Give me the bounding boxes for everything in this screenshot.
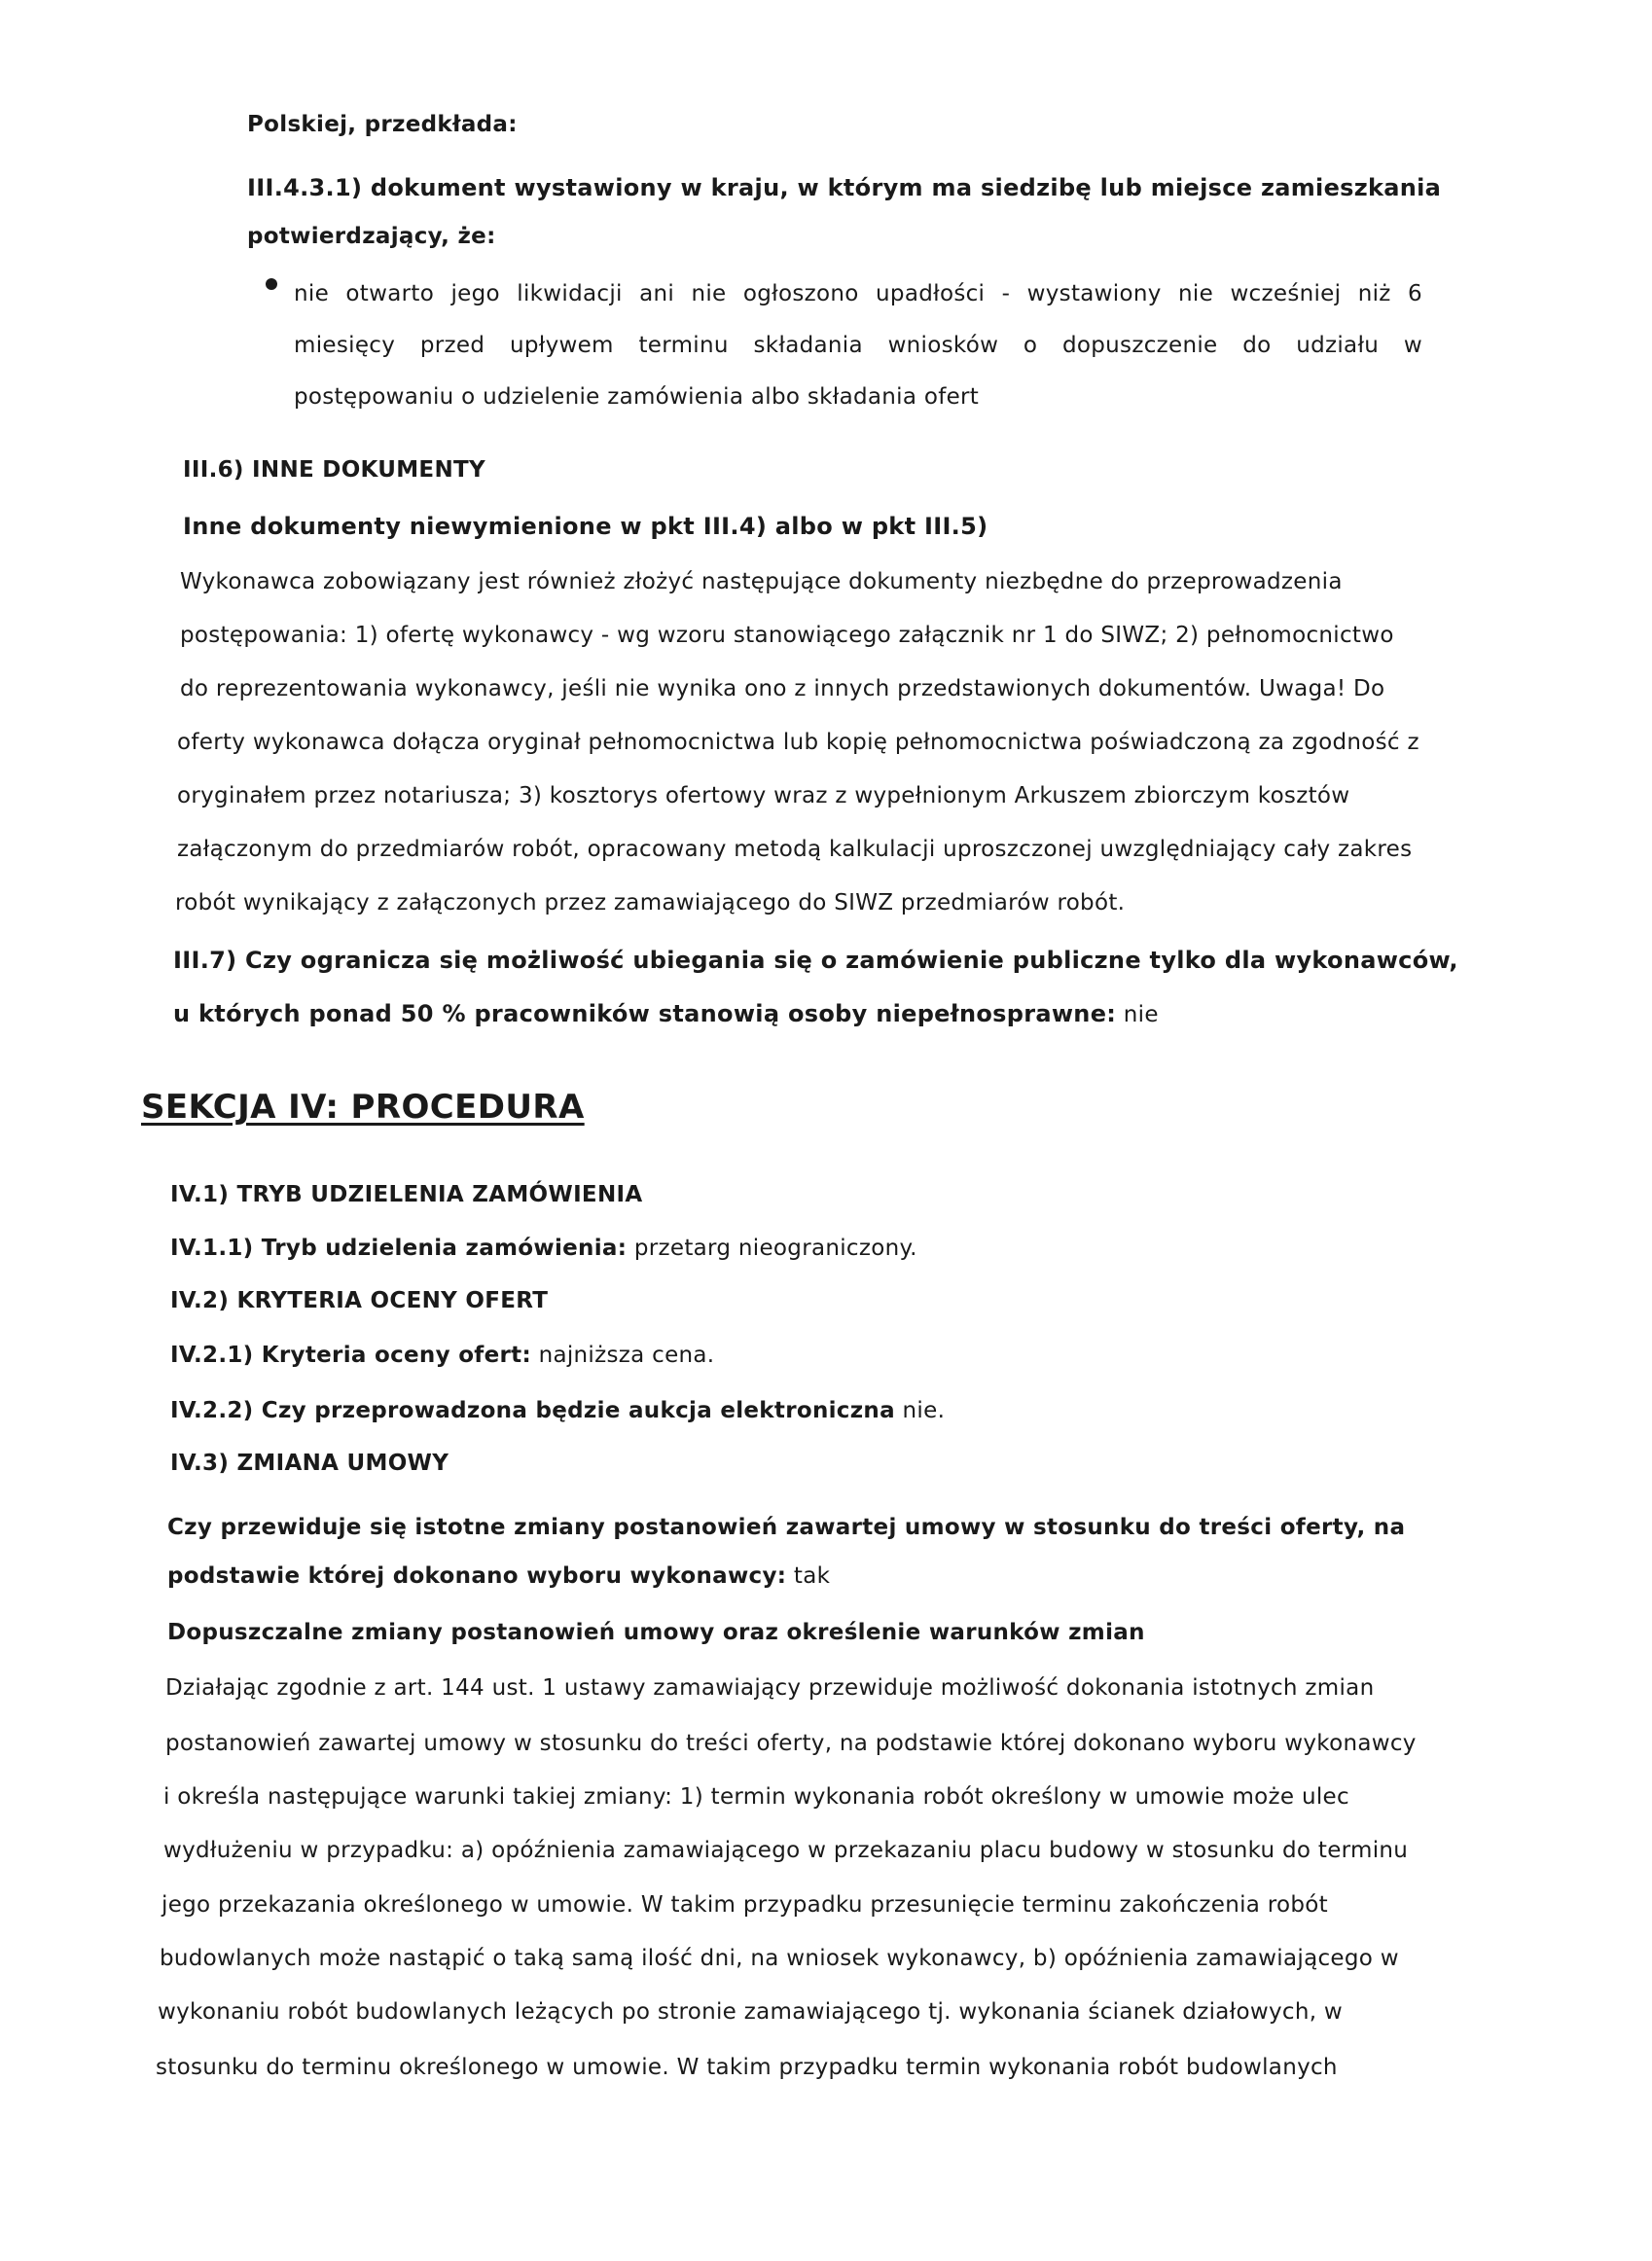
iv3-answer: tak	[793, 1563, 831, 1589]
iv21-value: najniższa cena.	[538, 1343, 715, 1368]
section-iv-title: SEKCJA IV: PROCEDURA	[141, 1088, 585, 1127]
iv3-heading: IV.3) ZMIANA UMOWY	[170, 1451, 449, 1476]
iv22-label: IV.2.2) Czy przeprowadzona będzie aukcja elektroniczna	[170, 1398, 895, 1423]
iv21-line	[170, 1341, 714, 1370]
bullet-text-line: nie otwarto jego likwidacji ani nie ogłoszono upadłości - wystawiony nie wcześniej niż 6	[294, 281, 1422, 306]
iii6-text-line: Wykonawca zobowiązany jest również złożyć następujące dokumenty niezbędne do przeprowadzenia	[180, 569, 1343, 594]
iv3-text-line: wykonaniu robót budowlanych leżących po stronie zamawiającego tj. wykonania ścianek działowych, w	[158, 1999, 1344, 2025]
iv3-text-line: Działając zgodnie z art. 144 ust. 1 ustawy zamawiający przewiduje możliwość dokonania istotnych zmian	[165, 1675, 1375, 1701]
iii6-text-line: postępowania: 1) ofertę wykonawcy - wg wzoru stanowiącego załącznik nr 1 do SIWZ; 2) pełnomocnictwo	[180, 623, 1394, 648]
intro-line: Polskiej, przedkłada:	[247, 112, 518, 137]
iii6-heading: III.6) INNE DOKUMENTY	[183, 457, 485, 483]
iv3-text-line: budowlanych może nastąpić o taką samą ilość dni, na wniosek wykonawcy, b) opóźnienia zamawiającego w	[160, 1946, 1399, 1971]
iv3-text-line: jego przekazania określonego w umowie. W takim przypadku przesunięcie terminu zakończenia robót	[162, 1892, 1328, 1918]
iv22-value: nie.	[902, 1398, 946, 1423]
iv3-text-line: postanowień zawartej umowy w stosunku do treści oferty, na podstawie której dokonano wyboru wykonawcy	[165, 1731, 1417, 1756]
iv3-subheading: Dopuszczalne zmiany postanowień umowy oraz określenie warunków zmian	[167, 1620, 1145, 1645]
bullet-icon	[266, 278, 277, 290]
iv3-text-line: stosunku do terminu określonego w umowie. W takim przypadku termin wykonania robót budowlanych	[156, 2055, 1338, 2080]
iv3-text-line: i określa następujące warunki takiej zmiany: 1) termin wykonania robót określony w umowie może ulec	[163, 1784, 1349, 1810]
iv11-label: IV.1.1) Tryb udzielenia zamówienia:	[170, 1236, 628, 1261]
iv3-text-line: wydłużeniu w przypadku: a) opóźnienia zamawiającego w przekazaniu placu budowy w stosunku do terminu	[163, 1838, 1409, 1863]
iii7-answer: nie	[1123, 1002, 1159, 1027]
iii431-heading-cont: potwierdzający, że:	[247, 224, 496, 249]
iv2-heading: IV.2) KRYTERIA OCENY OFERT	[170, 1288, 549, 1313]
iii431-heading: III.4.3.1) dokument wystawiony w kraju, w którym ma siedzibę lub miejsce zamieszkania	[247, 174, 1442, 201]
iii6-text-line: oryginałem przez notariusza; 3) kosztorys ofertowy wraz z wypełnionym Arkuszem zbiorczym kosztów	[177, 783, 1350, 808]
iii6-text-line: robót wynikający z załączonych przez zamawiającego do SIWZ przedmiarów robót.	[175, 890, 1126, 915]
iii6-subheading: Inne dokumenty niewymienione w pkt III.4) albo w pkt III.5)	[183, 513, 988, 540]
iv3-question: Czy przewiduje się istotne zmiany postanowień zawartej umowy w stosunku do treści oferty, na	[167, 1515, 1406, 1540]
iii6-text-line: załączonym do przedmiarów robót, opracowany metodą kalkulacji uproszczonej uwzględniający cały zakres	[177, 837, 1413, 862]
bullet-text-line: miesięcy przed upływem terminu składania wniosków o dopuszczenie do udziału w	[294, 333, 1422, 358]
iv3-question-cont: podstawie której dokonano wyboru wykonawcy:	[167, 1563, 787, 1589]
iv22-line	[170, 1396, 945, 1425]
iv11-line	[170, 1234, 917, 1263]
iv21-label: IV.2.1) Kryteria oceny ofert:	[170, 1343, 531, 1368]
iii7-question: III.7) Czy ogranicza się możliwość ubiegania się o zamówienie publiczne tylko dla wykonawców,	[173, 947, 1458, 974]
iv11-value: przetarg nieograniczony.	[633, 1236, 917, 1261]
iv3-answer-line	[167, 1561, 830, 1591]
iii7-question-cont: u których ponad 50 % pracowników stanowią osoby niepełnosprawne:	[173, 1000, 1117, 1027]
iii6-text-line: do reprezentowania wykonawcy, jeśli nie wynika ono z innych przedstawionych dokumentów. Uwaga! Do	[180, 676, 1385, 701]
iv1-heading: IV.1) TRYB UDZIELENIA ZAMÓWIENIA	[170, 1182, 643, 1207]
iii6-text-line: oferty wykonawca dołącza oryginał pełnomocnictwa lub kopię pełnomocnictwa poświadczoną za zgodność z	[177, 730, 1419, 755]
iii7-answer-line	[173, 999, 1159, 1029]
bullet-text-line: postępowaniu o udzielenie zamówienia albo składania ofert	[294, 384, 980, 410]
